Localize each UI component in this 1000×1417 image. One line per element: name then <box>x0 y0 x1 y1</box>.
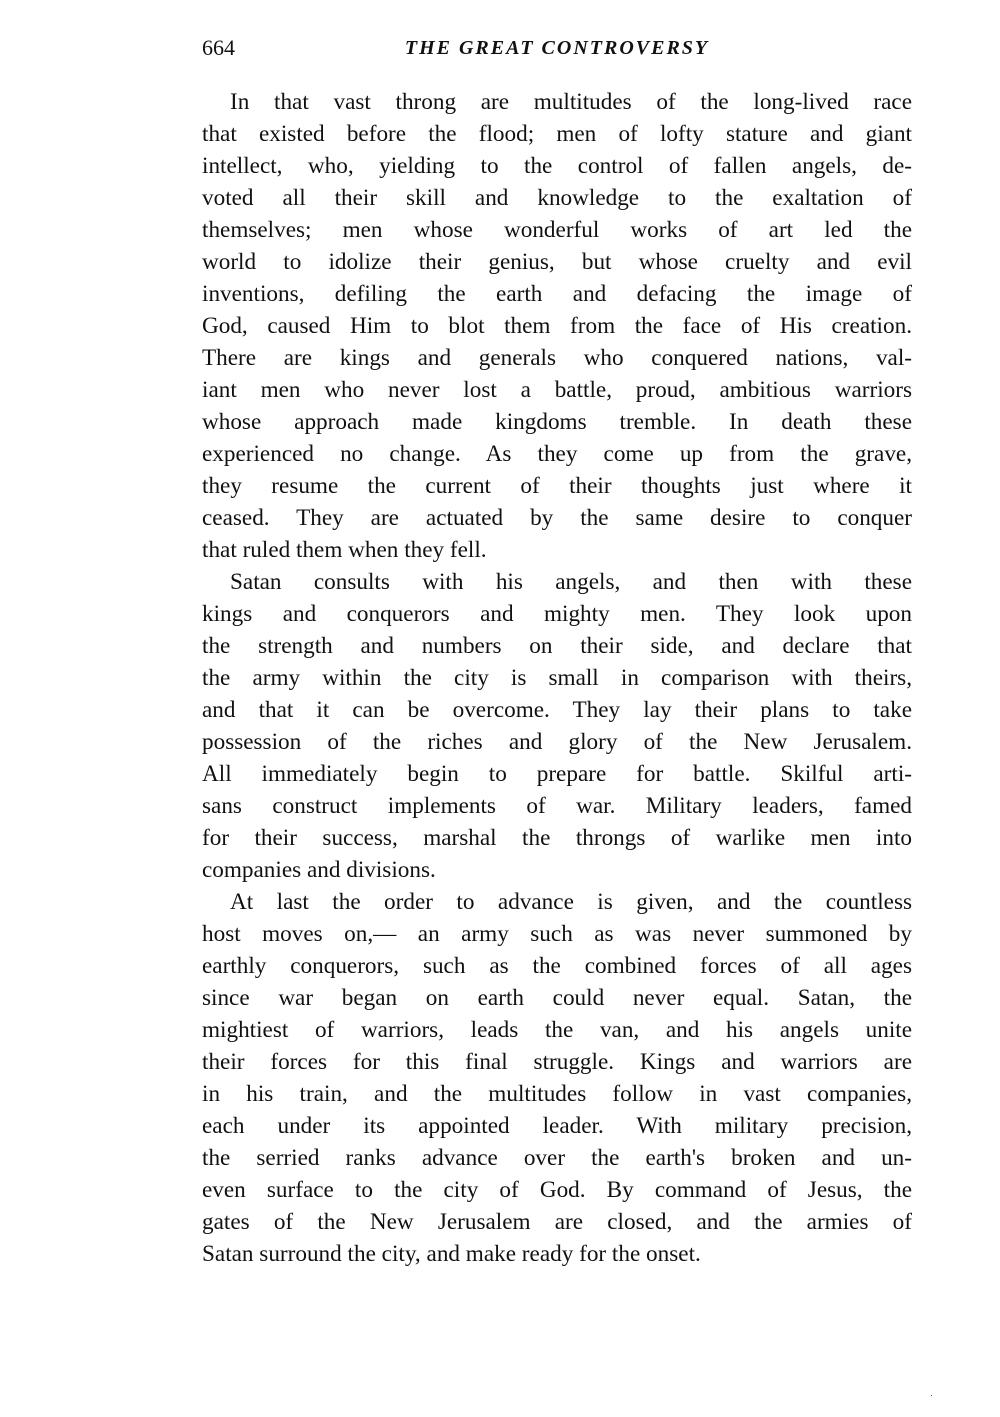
text-line <box>202 886 912 918</box>
text-line <box>202 374 912 406</box>
text-line-content: There are kings and generals who conquered nations, val- <box>202 345 912 371</box>
text-line <box>202 790 912 822</box>
text-line-content: iant men who never lost a battle, proud, ambitious warriors <box>202 377 912 403</box>
text-line-content: intellect, who, yielding to the control of fallen angels, de- <box>202 153 912 179</box>
text-line-content: the serried ranks advance over the earth's broken and un- <box>202 1145 912 1171</box>
text-line-content: each under its appointed leader. With military precision, <box>202 1113 912 1139</box>
text-line-content: experienced no change. As they come up from the grave, <box>202 441 912 467</box>
text-line <box>202 662 912 694</box>
text-line <box>202 918 912 950</box>
text-line <box>202 1014 912 1046</box>
paragraph <box>202 86 912 566</box>
text-line <box>202 278 912 310</box>
text-line-content: since war began on earth could never equal. Satan, the <box>202 985 912 1011</box>
text-line <box>202 118 912 150</box>
text-line <box>202 598 912 630</box>
text-line-content: kings and conquerors and mighty men. They look upon <box>202 601 912 627</box>
text-line <box>202 406 912 438</box>
text-line-content: world to idolize their genius, but whose cruelty and evil <box>202 249 912 275</box>
text-line-content: their forces for this final struggle. Kings and warriors are <box>202 1049 912 1075</box>
text-line-content: Satan consults with his angels, and then with these <box>230 569 912 595</box>
text-line-content: themselves; men whose wonderful works of art led the <box>202 217 912 243</box>
text-line-content: gates of the New Jerusalem are closed, and the armies of <box>202 1209 912 1235</box>
text-line-content: Satan surround the city, and make ready for the onset. <box>202 1241 701 1267</box>
text-line-content: even surface to the city of God. By command of Jesus, the <box>202 1177 912 1203</box>
text-line-content: the strength and numbers on their side, and declare that <box>202 633 912 659</box>
text-line-content: ceased. They are actuated by the same desire to conquer <box>202 505 912 531</box>
text-line-content: possession of the riches and glory of the New Jerusalem. <box>202 729 912 755</box>
text-line <box>202 1110 912 1142</box>
text-line <box>202 950 912 982</box>
text-line <box>202 758 912 790</box>
text-line-content: voted all their skill and knowledge to the exaltation of <box>202 185 912 211</box>
text-line-content: for their success, marshal the throngs of warlike men into <box>202 825 912 851</box>
text-line <box>202 1206 912 1238</box>
text-line <box>202 1046 912 1078</box>
text-line-content: that existed before the flood; men of lofty stature and giant <box>202 121 912 147</box>
text-line-content: that ruled them when they fell. <box>202 537 487 563</box>
text-line-content: inventions, defiling the earth and defacing the image of <box>202 281 912 307</box>
text-line-content: In that vast throng are multitudes of the long-lived race <box>230 89 912 115</box>
text-line <box>202 470 912 502</box>
text-line-content: in his train, and the multitudes follow in vast companies, <box>202 1081 912 1107</box>
text-line <box>202 310 912 342</box>
text-line <box>202 694 912 726</box>
text-line <box>202 438 912 470</box>
text-line-content: the army within the city is small in comparison with theirs, <box>202 665 912 691</box>
text-line <box>202 502 912 534</box>
text-line <box>202 822 912 854</box>
text-line-content: God, caused Him to blot them from the face of His creation. <box>202 313 912 339</box>
text-line-content: they resume the current of their thoughts just where it <box>202 473 912 499</box>
text-line <box>202 1238 912 1270</box>
text-line <box>202 854 912 886</box>
page-number: 664 <box>202 35 235 60</box>
text-line <box>202 214 912 246</box>
text-line-content: whose approach made kingdoms tremble. In death these <box>202 409 912 435</box>
text-line <box>202 342 912 374</box>
running-title: THE GREAT CONTROVERSY <box>404 37 710 59</box>
text-line <box>202 630 912 662</box>
text-line <box>202 726 912 758</box>
text-line <box>202 1142 912 1174</box>
text-line-content: host moves on,— an army such as was never summoned by <box>202 921 912 947</box>
text-line-content: At last the order to advance is given, and the countless <box>230 889 912 915</box>
text-line <box>202 1078 912 1110</box>
text-line-content: All immediately begin to prepare for battle. Skilful arti- <box>202 761 912 787</box>
text-line <box>202 86 912 118</box>
page-header <box>202 33 912 63</box>
text-line-content: sans construct implements of war. Military leaders, famed <box>202 793 912 819</box>
text-line <box>202 566 912 598</box>
text-line-content: and that it can be overcome. They lay their plans to take <box>202 697 912 723</box>
scan-speck <box>931 1395 932 1396</box>
text-line <box>202 246 912 278</box>
text-line <box>202 534 912 566</box>
text-line <box>202 982 912 1014</box>
paragraph <box>202 886 912 1270</box>
text-line-content: companies and divisions. <box>202 857 436 883</box>
paragraph <box>202 566 912 886</box>
text-line <box>202 1174 912 1206</box>
text-line <box>202 150 912 182</box>
text-line <box>202 182 912 214</box>
text-line-content: mightiest of warriors, leads the van, and his angels unite <box>202 1017 912 1043</box>
text-line-content: earthly conquerors, such as the combined forces of all ages <box>202 953 912 979</box>
body-text <box>202 86 912 1270</box>
